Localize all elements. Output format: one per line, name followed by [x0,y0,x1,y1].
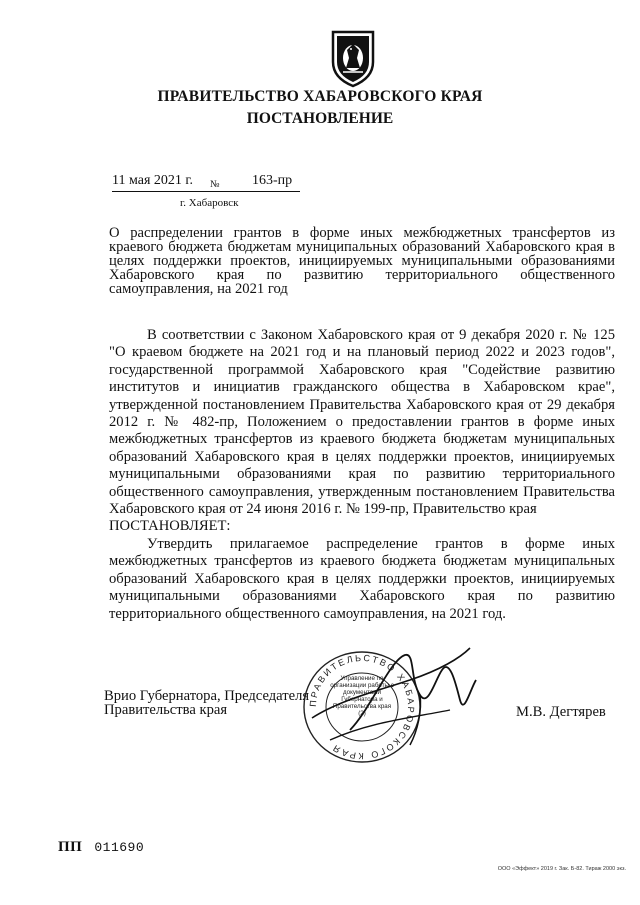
signatory-title [104,689,324,717]
date-number-line [112,173,312,195]
signatory-name: М.В. Дегтярев [516,704,606,720]
city-name: г. Хабаровск [180,197,239,209]
seal-inner-text: Управление по организации работы с документами Губернатора и Правительства края (2) [330,675,394,717]
document-subject: О распределении грантов в форме иных межбюджетных трансфертов из краевого бюджета бюджетам муниципальных образований Хабаровского края в целях поддержки проектов, инициируемых муниципальными образованиями Хабаровского края по развитию территориального общественного самоуправления, на 2021 год [109,225,615,297]
seal-ring-text: ПРАВИТЕЛЬСТВО ХАБАРОВСКОГО КРАЯ [307,652,417,762]
signatory-title-line-2: Правительства края [104,702,228,718]
handwritten-signature-icon [307,640,480,762]
document-date: 11 мая 2021 г. [112,173,194,188]
government-title: ПРАВИТЕЛЬСТВО ХАБАРОВСКОГО КРАЯ [157,88,483,105]
document-body [109,327,615,623]
number-sign: № [210,179,220,190]
form-serial-number: 011690 [94,840,145,855]
coat-of-arms-icon [327,28,379,88]
resolves-heading: ПОСТАНОВЛЯЕТ: [109,518,231,535]
decision-paragraph: Утвердить прилагаемое распределение грантов в форме иных межбюджетных трансфертов из краевого бюджета бюджетам муниципальных образований Хабаровского края в целях поддержки проектов, инициируемых муниципальными образованиями Хабаровского края по развитию территориального общественного самоуправления, на 2021 год. [109,535,615,622]
document-kind: ПОСТАНОВЛЕНИЕ [246,110,394,127]
form-code [58,839,144,856]
form-prefix: ПП [58,839,83,855]
preamble-paragraph: В соответствии с Законом Хабаровского края от 9 декабря 2020 г. № 125 "О краевом бюджете на 2021 год и на плановый период 2022 и 2023 годов", государственной программой Хабаровского края "Содействие развитию институтов и инициатив гражданского общества в Хабаровском крае", утвержденной постановлением Правительства Хабаровского края от 29 декабря 2012 г. № 482-пр, Положением о предоставлении грантов в форме иных межбюджетных трансфертов из краевого бюджета бюджетам муниципальных образований Хабаровского края в целях поддержки проектов, инициируемых муниципальными образованиями края по развитию территориального общественного самоуправления, утвержденным постановлением Правительства Хабаровского края от 24 июня 2016 г. № 199-пр, Правительство края [109,327,615,518]
document-number: 163-пр [252,173,293,188]
date-underline [112,191,300,192]
signatory-title-line-1: Врио Губернатора, Председателя [104,688,310,704]
printing-info: ООО «Эффект» 2019 г. Зак. Б-82. Тираж 2000 экз. [497,866,626,872]
